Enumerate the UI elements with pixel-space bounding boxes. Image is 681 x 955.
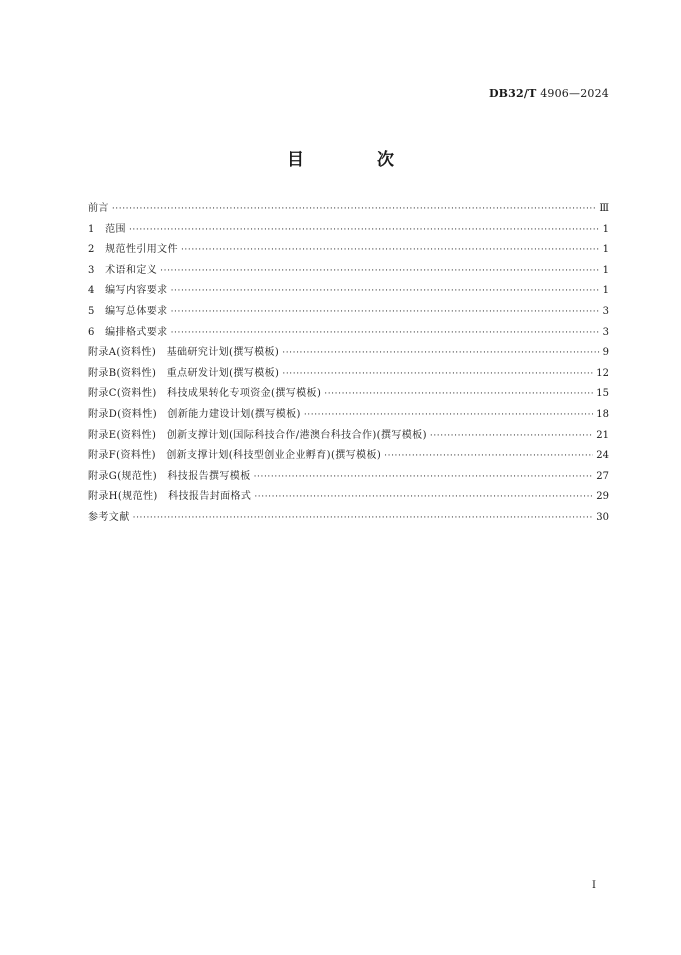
standard-number: 4906—2024 xyxy=(540,87,609,100)
toc-entry-page: Ⅲ xyxy=(599,203,609,214)
toc-entry-page: 29 xyxy=(596,491,609,503)
toc-entry[interactable] xyxy=(88,220,609,241)
toc-entry[interactable] xyxy=(88,302,609,323)
toc-entry[interactable] xyxy=(88,405,609,426)
toc-entry[interactable] xyxy=(88,199,609,220)
toc-leader-dots xyxy=(430,431,593,441)
toc-leader-dots xyxy=(282,348,599,358)
toc-entry-label: 附录B(资料性) 重点研发计划(撰写模板) xyxy=(88,367,280,379)
toc-leader-dots xyxy=(171,307,600,317)
toc-entry-label: 附录F(资料性) 创新支撑计划(科技型创业企业孵育)(撰写模板) xyxy=(88,450,382,462)
toc-entry-label: 附录D(资料性) 创新能力建设计划(撰写模板) xyxy=(88,408,301,420)
page-number: I xyxy=(592,880,596,891)
toc-entry-page: 3 xyxy=(602,305,609,317)
toc-entry-page: 30 xyxy=(596,511,609,523)
toc-entry-label: 附录A(资料性) 基础研究计划(撰写模板) xyxy=(88,347,280,359)
toc-entry[interactable] xyxy=(88,281,609,302)
toc-entry[interactable] xyxy=(88,467,609,488)
toc-entry-page: 21 xyxy=(596,429,609,441)
toc-entry-page: 27 xyxy=(596,470,609,482)
toc-entry-label: 前言 xyxy=(88,203,109,214)
toc-leader-dots xyxy=(181,245,600,255)
toc-leader-dots xyxy=(133,513,594,523)
toc-entry-page: 1 xyxy=(602,223,609,235)
page-title: 目 次 xyxy=(287,150,422,170)
toc-leader-dots xyxy=(304,410,593,420)
toc-leader-dots xyxy=(384,451,593,461)
toc-entry[interactable] xyxy=(88,261,609,282)
toc-leader-dots xyxy=(254,492,593,502)
table-of-contents xyxy=(88,199,609,529)
toc-entry-label: 附录G(规范性) 科技报告撰写模板 xyxy=(88,470,251,482)
toc-leader-dots xyxy=(254,472,594,482)
toc-entry-label: 6 编排格式要求 xyxy=(88,326,168,338)
toc-leader-dots xyxy=(282,369,593,379)
toc-entry-page: 12 xyxy=(596,367,609,379)
toc-leader-dots xyxy=(112,204,597,214)
toc-entry-label: 3 术语和定义 xyxy=(88,264,158,276)
toc-entry-label: 1 范围 xyxy=(88,223,126,235)
toc-entry-label: 附录E(资料性) 创新支撑计划(国际科技合作/港澳台科技合作)(撰写模板) xyxy=(88,429,427,441)
toc-entry-label: 2 规范性引用文件 xyxy=(88,244,178,256)
toc-entry[interactable] xyxy=(88,446,609,467)
standard-code xyxy=(489,87,609,100)
toc-entry-page: 1 xyxy=(602,264,609,276)
toc-entry-page: 24 xyxy=(596,450,609,462)
toc-entry[interactable] xyxy=(88,364,609,385)
toc-entry-label: 4 编写内容要求 xyxy=(88,285,168,297)
toc-entry-page: 1 xyxy=(602,244,609,256)
toc-entry-page: 1 xyxy=(602,285,609,297)
toc-entry-page: 15 xyxy=(596,388,609,400)
toc-entry[interactable] xyxy=(88,508,609,529)
toc-entry[interactable] xyxy=(88,240,609,261)
toc-entry-label: 附录C(资料性) 科技成果转化专项资金(撰写模板) xyxy=(88,388,322,400)
toc-entry-page: 9 xyxy=(602,347,609,359)
toc-leader-dots xyxy=(160,266,599,276)
toc-entry-page: 3 xyxy=(602,326,609,338)
toc-entry[interactable] xyxy=(88,426,609,447)
standard-code-prefix: DB32/T xyxy=(488,87,537,100)
toc-entry-page: 18 xyxy=(596,408,609,420)
toc-entry[interactable] xyxy=(88,343,609,364)
toc-leader-dots xyxy=(324,389,593,399)
toc-entry-label: 参考文献 xyxy=(88,511,130,523)
toc-entry[interactable] xyxy=(88,384,609,405)
toc-entry-label: 附录H(规范性) 科技报告封面格式 xyxy=(88,491,252,503)
toc-entry[interactable] xyxy=(88,487,609,508)
toc-leader-dots xyxy=(171,286,600,296)
toc-entry[interactable] xyxy=(88,323,609,344)
toc-entry-label: 5 编写总体要求 xyxy=(88,305,168,317)
toc-leader-dots xyxy=(129,225,600,235)
toc-leader-dots xyxy=(171,328,600,338)
